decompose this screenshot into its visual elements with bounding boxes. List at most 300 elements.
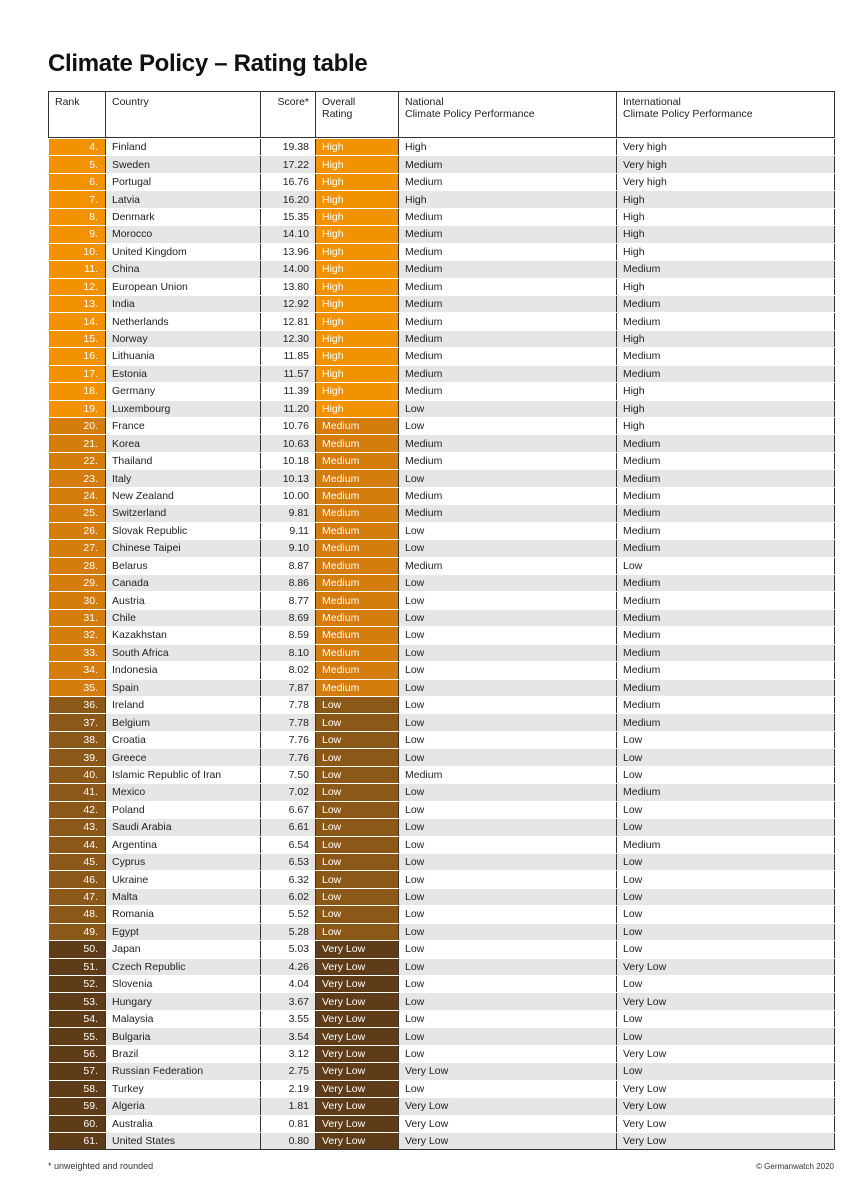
country-cell: Germany — [106, 383, 261, 400]
score-cell: 7.78 — [261, 697, 316, 714]
national-performance-cell: Very Low — [399, 1063, 617, 1080]
score-cell: 7.50 — [261, 766, 316, 783]
country-cell: Mexico — [106, 784, 261, 801]
country-cell: United Kingdom — [106, 243, 261, 260]
national-performance-cell: Low — [399, 941, 617, 958]
table-row — [49, 487, 835, 504]
rank-cell: 22. — [49, 452, 106, 469]
overall-rating-cell: Very Low — [316, 976, 399, 993]
score-cell: 9.81 — [261, 505, 316, 522]
country-cell: Australia — [106, 1115, 261, 1132]
rank-cell: 44. — [49, 836, 106, 853]
rank-cell: 25. — [49, 505, 106, 522]
national-performance-cell: Low — [399, 644, 617, 661]
table-row — [49, 313, 835, 330]
international-performance-cell: Low — [617, 923, 835, 940]
table-row — [49, 749, 835, 766]
international-performance-cell: Medium — [617, 452, 835, 469]
rank-cell: 43. — [49, 819, 106, 836]
rank-cell: 24. — [49, 487, 106, 504]
country-cell: Estonia — [106, 365, 261, 382]
table-row — [49, 941, 835, 958]
table-row — [49, 330, 835, 347]
country-cell: Morocco — [106, 226, 261, 243]
country-cell: Egypt — [106, 923, 261, 940]
country-cell: Indonesia — [106, 662, 261, 679]
international-performance-cell: Low — [617, 871, 835, 888]
header-national-performance: National Climate Policy Performance — [399, 92, 617, 138]
score-cell: 7.76 — [261, 749, 316, 766]
score-cell: 0.81 — [261, 1115, 316, 1132]
country-cell: Netherlands — [106, 313, 261, 330]
score-cell: 11.20 — [261, 400, 316, 417]
table-row — [49, 226, 835, 243]
rank-cell: 36. — [49, 697, 106, 714]
country-cell: Malta — [106, 888, 261, 905]
table-body — [49, 138, 835, 1150]
overall-rating-cell: High — [316, 295, 399, 312]
score-cell: 7.76 — [261, 731, 316, 748]
country-cell: Norway — [106, 330, 261, 347]
rank-cell: 8. — [49, 208, 106, 225]
table-row — [49, 731, 835, 748]
rank-cell: 17. — [49, 365, 106, 382]
country-cell: Slovak Republic — [106, 522, 261, 539]
overall-rating-cell: High — [316, 313, 399, 330]
international-performance-cell: Medium — [617, 592, 835, 609]
country-cell: Japan — [106, 941, 261, 958]
country-cell: Romania — [106, 906, 261, 923]
national-performance-cell: Medium — [399, 313, 617, 330]
country-cell: Bulgaria — [106, 1028, 261, 1045]
overall-rating-cell: Low — [316, 871, 399, 888]
score-cell: 6.02 — [261, 888, 316, 905]
rank-cell: 4. — [49, 139, 106, 156]
country-cell: Finland — [106, 139, 261, 156]
rank-cell: 48. — [49, 906, 106, 923]
rank-cell: 20. — [49, 418, 106, 435]
country-cell: Brazil — [106, 1045, 261, 1062]
international-performance-cell: Low — [617, 888, 835, 905]
country-cell: Spain — [106, 679, 261, 696]
rank-cell: 5. — [49, 156, 106, 173]
national-performance-cell: Low — [399, 697, 617, 714]
international-performance-cell: Very high — [617, 139, 835, 156]
international-performance-cell: Low — [617, 731, 835, 748]
overall-rating-cell: Very Low — [316, 993, 399, 1010]
national-performance-cell: Low — [399, 470, 617, 487]
overall-rating-cell: Low — [316, 766, 399, 783]
country-cell: Russian Federation — [106, 1063, 261, 1080]
overall-rating-cell: High — [316, 261, 399, 278]
international-performance-cell: Low — [617, 557, 835, 574]
table-row — [49, 766, 835, 783]
country-cell: Algeria — [106, 1098, 261, 1115]
country-cell: Greece — [106, 749, 261, 766]
table-row — [49, 295, 835, 312]
score-cell: 11.57 — [261, 365, 316, 382]
national-performance-cell: Low — [399, 993, 617, 1010]
rank-cell: 47. — [49, 888, 106, 905]
score-cell: 2.75 — [261, 1063, 316, 1080]
rank-cell: 21. — [49, 435, 106, 452]
overall-rating-cell: Medium — [316, 644, 399, 661]
rank-cell: 51. — [49, 958, 106, 975]
overall-rating-cell: Medium — [316, 592, 399, 609]
overall-rating-cell: Medium — [316, 452, 399, 469]
national-performance-cell: Low — [399, 627, 617, 644]
country-cell: Ireland — [106, 697, 261, 714]
international-performance-cell: High — [617, 330, 835, 347]
international-performance-cell: Medium — [617, 836, 835, 853]
score-cell: 10.18 — [261, 452, 316, 469]
international-performance-cell: Medium — [617, 679, 835, 696]
country-cell: France — [106, 418, 261, 435]
country-cell: India — [106, 295, 261, 312]
country-cell: European Union — [106, 278, 261, 295]
international-performance-cell: High — [617, 243, 835, 260]
overall-rating-cell: Very Low — [316, 1080, 399, 1097]
international-performance-cell: Very high — [617, 156, 835, 173]
international-performance-cell: Low — [617, 941, 835, 958]
national-performance-cell: Low — [399, 609, 617, 626]
country-cell: Malaysia — [106, 1010, 261, 1027]
table-row — [49, 871, 835, 888]
score-cell: 10.13 — [261, 470, 316, 487]
international-performance-cell: Medium — [617, 348, 835, 365]
table-row — [49, 365, 835, 382]
overall-rating-cell: Low — [316, 853, 399, 870]
country-cell: Belarus — [106, 557, 261, 574]
score-cell: 7.87 — [261, 679, 316, 696]
international-performance-cell: Low — [617, 976, 835, 993]
national-performance-cell: Low — [399, 853, 617, 870]
international-performance-cell: Medium — [617, 295, 835, 312]
overall-rating-cell: High — [316, 208, 399, 225]
international-performance-cell: High — [617, 191, 835, 208]
international-performance-cell: Medium — [617, 522, 835, 539]
table-row — [49, 923, 835, 940]
table-row — [49, 505, 835, 522]
footnote: * unweighted and rounded — [48, 1161, 154, 1171]
table-row — [49, 435, 835, 452]
national-performance-cell: Medium — [399, 156, 617, 173]
rank-cell: 14. — [49, 313, 106, 330]
overall-rating-cell: High — [316, 383, 399, 400]
international-performance-cell: Very high — [617, 173, 835, 190]
score-cell: 16.20 — [261, 191, 316, 208]
table-row — [49, 958, 835, 975]
overall-rating-cell: Very Low — [316, 1132, 399, 1149]
national-performance-cell: Low — [399, 836, 617, 853]
table-row — [49, 173, 835, 190]
national-performance-cell: Medium — [399, 173, 617, 190]
country-cell: Belgium — [106, 714, 261, 731]
overall-rating-cell: Very Low — [316, 1115, 399, 1132]
country-cell: Latvia — [106, 191, 261, 208]
rank-cell: 15. — [49, 330, 106, 347]
country-cell: Lithuania — [106, 348, 261, 365]
rank-cell: 11. — [49, 261, 106, 278]
country-cell: Hungary — [106, 993, 261, 1010]
national-performance-cell: Medium — [399, 505, 617, 522]
table-row — [49, 679, 835, 696]
country-cell: Portugal — [106, 173, 261, 190]
rank-cell: 10. — [49, 243, 106, 260]
score-cell: 9.10 — [261, 540, 316, 557]
international-performance-cell: Medium — [617, 574, 835, 591]
score-cell: 8.86 — [261, 574, 316, 591]
rank-cell: 7. — [49, 191, 106, 208]
country-cell: Croatia — [106, 731, 261, 748]
international-performance-cell: Medium — [617, 313, 835, 330]
page-title: Climate Policy – Rating table — [48, 50, 368, 77]
score-cell: 9.11 — [261, 522, 316, 539]
score-cell: 0.80 — [261, 1132, 316, 1149]
rank-cell: 42. — [49, 801, 106, 818]
national-performance-cell: Low — [399, 574, 617, 591]
national-performance-cell: Low — [399, 1080, 617, 1097]
table-row — [49, 383, 835, 400]
national-performance-cell: Low — [399, 1045, 617, 1062]
country-cell: South Africa — [106, 644, 261, 661]
score-cell: 2.19 — [261, 1080, 316, 1097]
score-cell: 10.63 — [261, 435, 316, 452]
table-header-row — [49, 92, 835, 138]
copyright: © Germanwatch 2020 — [756, 1162, 834, 1171]
table-row — [49, 853, 835, 870]
table-row — [49, 1115, 835, 1132]
rank-cell: 30. — [49, 592, 106, 609]
score-cell: 14.00 — [261, 261, 316, 278]
score-cell: 7.78 — [261, 714, 316, 731]
score-cell: 7.02 — [261, 784, 316, 801]
rank-cell: 31. — [49, 609, 106, 626]
rank-cell: 38. — [49, 731, 106, 748]
overall-rating-cell: High — [316, 173, 399, 190]
national-performance-cell: Medium — [399, 383, 617, 400]
score-cell: 5.52 — [261, 906, 316, 923]
international-performance-cell: Medium — [617, 662, 835, 679]
header-score: Score* — [261, 92, 316, 138]
score-cell: 5.03 — [261, 941, 316, 958]
national-performance-cell: Low — [399, 819, 617, 836]
header-international-performance: International Climate Policy Performance — [617, 92, 835, 138]
score-cell: 12.30 — [261, 330, 316, 347]
table-row — [49, 1098, 835, 1115]
score-cell: 1.81 — [261, 1098, 316, 1115]
international-performance-cell: Low — [617, 853, 835, 870]
table-row — [49, 801, 835, 818]
rank-cell: 27. — [49, 540, 106, 557]
overall-rating-cell: Low — [316, 697, 399, 714]
overall-rating-cell: Low — [316, 923, 399, 940]
table-row — [49, 1063, 835, 1080]
international-performance-cell: Very Low — [617, 1132, 835, 1149]
score-cell: 6.54 — [261, 836, 316, 853]
country-cell: Korea — [106, 435, 261, 452]
overall-rating-cell: Medium — [316, 627, 399, 644]
overall-rating-cell: Very Low — [316, 1098, 399, 1115]
international-performance-cell: High — [617, 383, 835, 400]
national-performance-cell: Low — [399, 958, 617, 975]
international-performance-cell: Medium — [617, 435, 835, 452]
score-cell: 12.92 — [261, 295, 316, 312]
score-cell: 10.76 — [261, 418, 316, 435]
national-performance-cell: Low — [399, 714, 617, 731]
international-performance-cell: Medium — [617, 487, 835, 504]
international-performance-cell: Medium — [617, 714, 835, 731]
rank-cell: 54. — [49, 1010, 106, 1027]
overall-rating-cell: Medium — [316, 574, 399, 591]
national-performance-cell: Low — [399, 749, 617, 766]
international-performance-cell: Medium — [617, 470, 835, 487]
overall-rating-cell: Medium — [316, 487, 399, 504]
international-performance-cell: Medium — [617, 784, 835, 801]
table-row — [49, 1132, 835, 1149]
overall-rating-cell: Medium — [316, 662, 399, 679]
table-row — [49, 574, 835, 591]
score-cell: 15.35 — [261, 208, 316, 225]
national-performance-cell: Low — [399, 923, 617, 940]
rank-cell: 39. — [49, 749, 106, 766]
score-cell: 10.00 — [261, 487, 316, 504]
overall-rating-cell: Very Low — [316, 1045, 399, 1062]
overall-rating-cell: Medium — [316, 609, 399, 626]
rank-cell: 37. — [49, 714, 106, 731]
overall-rating-cell: Very Low — [316, 1063, 399, 1080]
national-performance-cell: Low — [399, 662, 617, 679]
overall-rating-cell: High — [316, 226, 399, 243]
country-cell: China — [106, 261, 261, 278]
international-performance-cell: Low — [617, 749, 835, 766]
international-performance-cell: Very Low — [617, 1115, 835, 1132]
score-cell: 13.96 — [261, 243, 316, 260]
rank-cell: 52. — [49, 976, 106, 993]
table-row — [49, 784, 835, 801]
table-row — [49, 208, 835, 225]
table-row — [49, 819, 835, 836]
country-cell: Denmark — [106, 208, 261, 225]
national-performance-cell: Low — [399, 540, 617, 557]
rank-cell: 9. — [49, 226, 106, 243]
international-performance-cell: Low — [617, 801, 835, 818]
score-cell: 8.69 — [261, 609, 316, 626]
rank-cell: 12. — [49, 278, 106, 295]
country-cell: Switzerland — [106, 505, 261, 522]
rank-cell: 53. — [49, 993, 106, 1010]
score-cell: 4.04 — [261, 976, 316, 993]
table-row — [49, 609, 835, 626]
overall-rating-cell: Medium — [316, 557, 399, 574]
score-cell: 11.39 — [261, 383, 316, 400]
international-performance-cell: High — [617, 278, 835, 295]
rank-cell: 23. — [49, 470, 106, 487]
country-cell: Slovenia — [106, 976, 261, 993]
score-cell: 6.67 — [261, 801, 316, 818]
overall-rating-cell: Low — [316, 836, 399, 853]
overall-rating-cell: Low — [316, 801, 399, 818]
score-cell: 8.59 — [261, 627, 316, 644]
rank-cell: 33. — [49, 644, 106, 661]
overall-rating-cell: Low — [316, 819, 399, 836]
rank-cell: 46. — [49, 871, 106, 888]
national-performance-cell: Low — [399, 906, 617, 923]
score-cell: 8.77 — [261, 592, 316, 609]
national-performance-cell: Low — [399, 400, 617, 417]
international-performance-cell: High — [617, 208, 835, 225]
national-performance-cell: Low — [399, 784, 617, 801]
overall-rating-cell: Very Low — [316, 1028, 399, 1045]
overall-rating-cell: Very Low — [316, 1010, 399, 1027]
rank-cell: 41. — [49, 784, 106, 801]
rank-cell: 6. — [49, 173, 106, 190]
rank-cell: 45. — [49, 853, 106, 870]
national-performance-cell: Low — [399, 522, 617, 539]
score-cell: 3.54 — [261, 1028, 316, 1045]
table-row — [49, 191, 835, 208]
table-row — [49, 836, 835, 853]
score-cell: 3.55 — [261, 1010, 316, 1027]
international-performance-cell: Medium — [617, 609, 835, 626]
national-performance-cell: Medium — [399, 243, 617, 260]
rank-cell: 19. — [49, 400, 106, 417]
country-cell: Chile — [106, 609, 261, 626]
rank-cell: 34. — [49, 662, 106, 679]
rank-cell: 13. — [49, 295, 106, 312]
rank-cell: 16. — [49, 348, 106, 365]
overall-rating-cell: High — [316, 400, 399, 417]
country-cell: Austria — [106, 592, 261, 609]
country-cell: Sweden — [106, 156, 261, 173]
overall-rating-cell: Medium — [316, 522, 399, 539]
table-row — [49, 522, 835, 539]
overall-rating-cell: Low — [316, 714, 399, 731]
table-row — [49, 1028, 835, 1045]
header-rank: Rank — [49, 92, 106, 138]
country-cell: Thailand — [106, 452, 261, 469]
rank-cell: 58. — [49, 1080, 106, 1097]
table-row — [49, 418, 835, 435]
overall-rating-cell: High — [316, 156, 399, 173]
table-row — [49, 888, 835, 905]
international-performance-cell: Low — [617, 1063, 835, 1080]
overall-rating-cell: High — [316, 348, 399, 365]
rank-cell: 28. — [49, 557, 106, 574]
international-performance-cell: Very Low — [617, 993, 835, 1010]
international-performance-cell: High — [617, 418, 835, 435]
international-performance-cell: Very Low — [617, 1098, 835, 1115]
table-row — [49, 1045, 835, 1062]
overall-rating-cell: High — [316, 278, 399, 295]
national-performance-cell: Medium — [399, 295, 617, 312]
table-row — [49, 243, 835, 260]
overall-rating-cell: High — [316, 330, 399, 347]
international-performance-cell: Low — [617, 819, 835, 836]
overall-rating-cell: Medium — [316, 505, 399, 522]
rank-cell: 26. — [49, 522, 106, 539]
overall-rating-cell: Low — [316, 731, 399, 748]
rank-cell: 57. — [49, 1063, 106, 1080]
header-country: Country — [106, 92, 261, 138]
international-performance-cell: High — [617, 226, 835, 243]
national-performance-cell: Low — [399, 679, 617, 696]
table-row — [49, 452, 835, 469]
score-cell: 8.02 — [261, 662, 316, 679]
rank-cell: 61. — [49, 1132, 106, 1149]
national-performance-cell: Low — [399, 731, 617, 748]
table-row — [49, 540, 835, 557]
